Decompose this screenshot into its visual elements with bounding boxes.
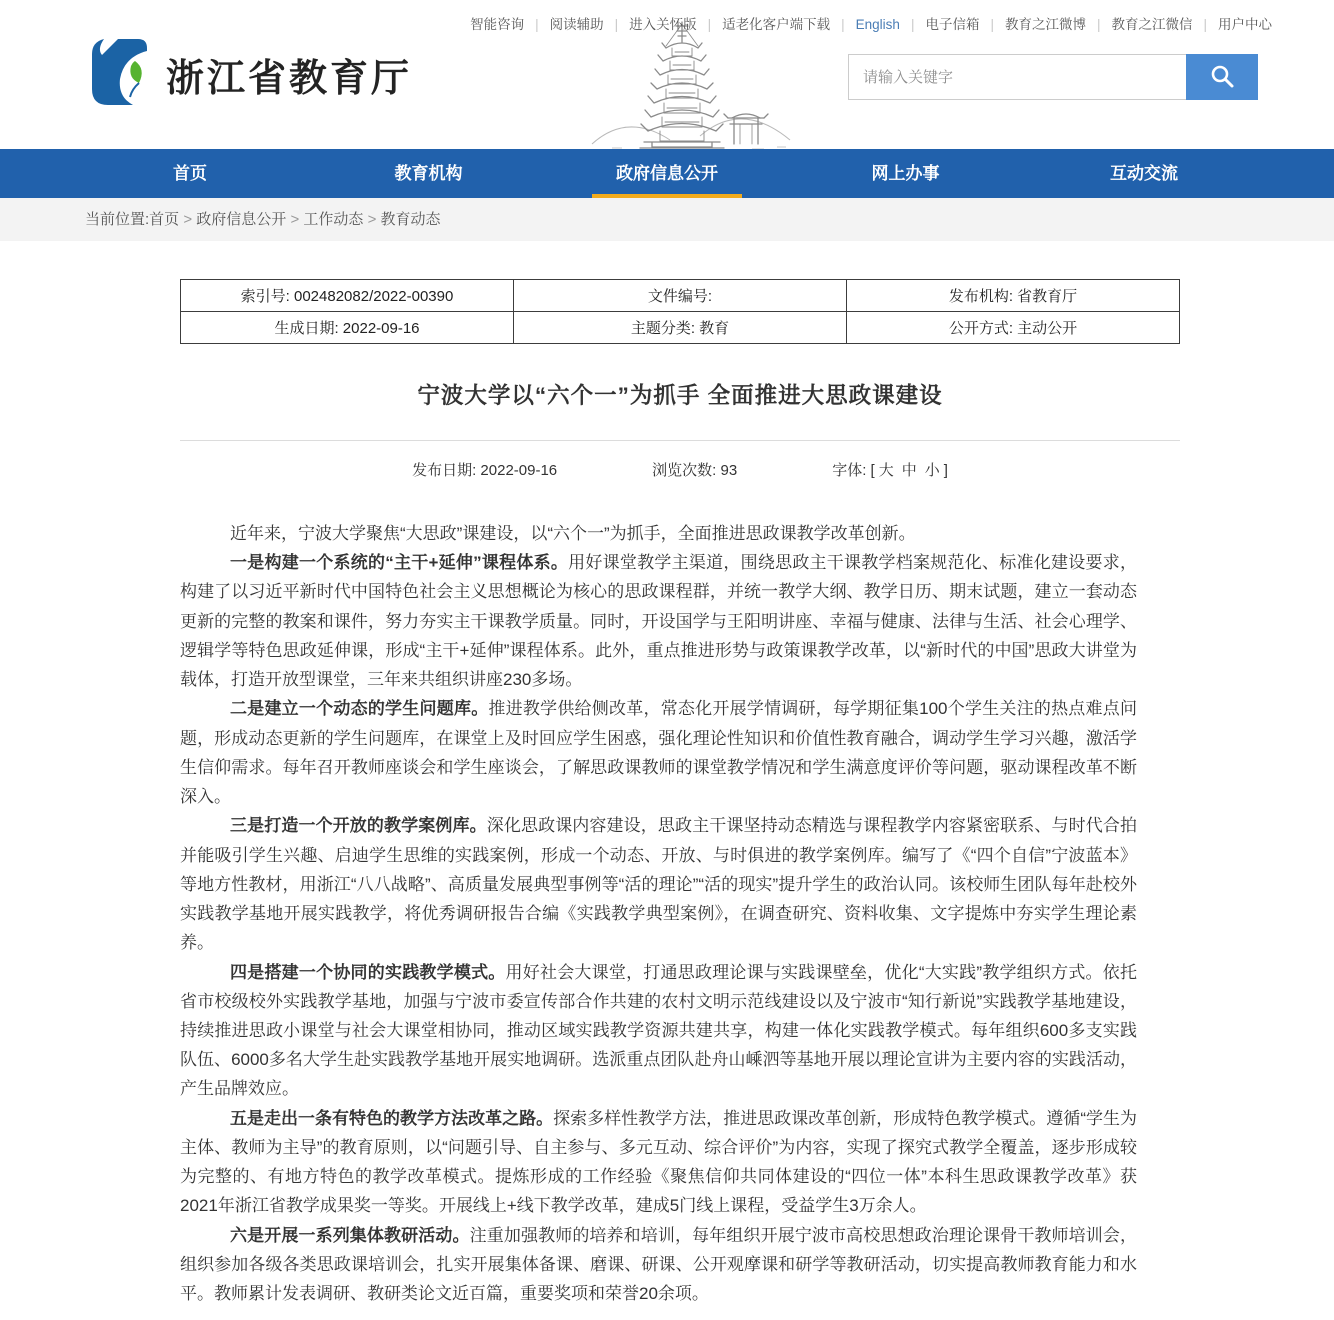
table-row (181, 280, 1180, 312)
paragraph-lead: 五是走出一条有特色的教学方法改革之路。 (230, 1108, 554, 1128)
nav-item-home[interactable]: 首页 (173, 164, 207, 183)
doc-index-no: 索引号: 002482082/2022-00390 (181, 280, 514, 312)
article-page (180, 279, 1180, 1320)
toplink-weibo[interactable]: 教育之江微博 | (1005, 17, 1112, 32)
site-header (0, 0, 1334, 241)
font-size-medium[interactable]: 中 (901, 461, 917, 479)
doc-date: 生成日期: 2022-09-16 (181, 312, 514, 344)
paragraph-lead: 三是打造一个开放的教学案例库。 (230, 816, 487, 836)
utility-bar (0, 0, 1334, 37)
toplink-wechat[interactable]: 教育之江微信 | (1111, 17, 1218, 32)
doc-open-mode: 公开方式: 主动公开 (847, 312, 1180, 344)
paragraph-text: 深化思政课内容建设，思政主干课坚持动态精选与课程教学内容紧密联系、与时代合拍并能吸引学生兴趣、启迪学生思维的实践案例，形成一个动态、开放、与时俱进的教学案例库。编写了《“四个自信”宁波蓝本》等地方性教材，用浙江“八八战略”、高质量发展典型事例等“活的理论”“活的现实”提升学生的政治认同。该校师生团队每年赴校外实践教学基地开展实践教学，将优秀调研报告合编《实践教学典型案例》，在调查研究、资料收集、文字提炼中夯实学生理论素养。 (180, 816, 1138, 953)
search-button[interactable] (1186, 54, 1258, 100)
paragraph-lead: 二是建立一个动态的学生问题库。 (230, 699, 489, 719)
crumb-home[interactable]: 首页 (149, 211, 180, 228)
main-nav (0, 149, 1334, 198)
article-meta (180, 453, 1180, 485)
table-row (181, 312, 1180, 344)
view-count: 浏览次数: 93 (652, 461, 738, 479)
doc-file-no: 文件编号: (514, 280, 847, 312)
paragraph (180, 519, 1137, 548)
crumb-gov-info[interactable]: > 政府信息公开 (179, 211, 286, 228)
breadcrumb (0, 198, 1334, 241)
nav-item-institutions[interactable]: 教育机构 (394, 164, 463, 183)
toplink-care-version[interactable]: 进入关怀版 | (629, 17, 722, 32)
search-input[interactable] (848, 54, 1186, 100)
toplink-user-center[interactable]: 用户中心 (1218, 17, 1272, 32)
search-box (848, 54, 1258, 100)
crumb-edu-trends[interactable]: > 教育动态 (363, 211, 440, 228)
paragraph (180, 958, 1137, 1104)
breadcrumb-prefix: 当前位置: (85, 211, 150, 228)
font-size-control (832, 459, 948, 480)
article-body (180, 519, 1137, 1308)
toplink-smart-consult[interactable]: 智能咨询 | (470, 17, 550, 32)
toplink-email[interactable]: 电子信箱 | (925, 17, 1005, 32)
logo-book-leaf-icon (88, 37, 152, 112)
paragraph (180, 1221, 1137, 1309)
title-divider (180, 440, 1180, 441)
doc-info-table (180, 279, 1180, 344)
nav-item-online-services[interactable]: 网上办事 (871, 164, 940, 183)
toplink-elderly-client[interactable]: 适老化客户端下载 | (722, 17, 856, 32)
font-size-small[interactable]: 小 (924, 461, 940, 479)
paragraph-lead: 四是搭建一个协同的实践教学模式。 (230, 962, 506, 982)
paragraph-text: 推进教学供给侧改革，常态化开展学情调研，每学期征集100个学生关注的热点难点问题，形成动态更新的学生问题库，在课堂上及时回应学生困惑，强化理论性知识和价值性教育融合，调动学生学习兴趣，激活学生信仰需求。每年召开教师座谈会和学生座谈会，了解思政课教师的课堂教学情况和学生满意度评价等问题，驱动课程改革不断深入。 (180, 699, 1137, 807)
font-size-label: 字体: (832, 461, 867, 479)
paragraph (180, 548, 1137, 694)
paragraph (180, 694, 1137, 811)
paragraph (180, 1104, 1137, 1221)
paragraph-text: 探索多样性教学方法，推进思政课改革创新，形成特色教学模式。遵循“学生为主体、教师为主导”的教育原则，以“问题引导、自主参与、多元互动、综合评价”为内容，实现了探究式教学全覆盖，逐步形成较为完整的、有地方特色的教学改革模式。提炼形成的工作经验《聚焦信仰共同体建设的“四位一体”本科生思政课教学改革》获2021年浙江省教学成果奖一等奖。开展线上+线下教学改革，建成5门线上课程，受益学生3万余人。 (180, 1108, 1137, 1216)
page-title: 宁波大学以“六个一”为抓手 全面推进大思政课建设 (417, 383, 943, 408)
font-size-large[interactable]: 大 (878, 461, 894, 479)
paragraph-text: 用好课堂教学主渠道，围绕思政主干课教学档案规范化、标准化建设要求，构建了以习近平新时代中国特色社会主义思想概论为核心的思政课程群，并统一教学大纲、教学日历、期末试题，建立一套动态更新的完整的教案和课件，努力夯实主干课教学质量。同时，开设国学与王阳明讲座、幸福与健康、法律与生活、社会心理学、逻辑学等特色思政延伸课，形成“主干+延伸”课程体系。此外，重点推进形势与政策课教学改革，以“新时代的中国”思政大讲堂为载体，打造开放型课堂，三年来共组织讲座230多场。 (180, 553, 1137, 690)
search-icon (1209, 63, 1235, 92)
pagoda-sketch (582, 16, 797, 161)
doc-category: 主题分类: 教育 (514, 312, 847, 344)
paragraph (180, 811, 1137, 957)
crumb-work-trends[interactable]: > 工作动态 (286, 211, 363, 228)
paragraph-lead: 六是开展一系列集体教研活动。 (230, 1225, 470, 1245)
toplink-reading-aid[interactable]: 阅读辅助 | (550, 17, 630, 32)
publish-date: 发布日期: 2022-09-16 (412, 461, 558, 479)
paragraph-lead: 一是构建一个系统的“主干+延伸”课程体系。 (230, 553, 569, 573)
doc-issuer: 发布机构: 省教育厅 (847, 280, 1180, 312)
nav-item-interaction[interactable]: 互动交流 (1110, 164, 1178, 183)
nav-item-gov-info[interactable]: 政府信息公开 (582, 149, 752, 198)
site-name: 浙江省教育厅 (166, 58, 413, 100)
toplink-english[interactable]: English | (856, 17, 926, 32)
paragraph-text: 注重加强教师的培养和培训，每年组织开展宁波市高校思想政治理论课骨干教师培训会，组织参加各级各类思政课培训会，扎实开展集体备课、磨课、研课、公开观摩课和研学等教研活动，切实提高教师教育能力和水平。教师累计发表调研、教研类论文近百篇，重要奖项和荣誉20余项。 (180, 1225, 1138, 1304)
paragraph-text: 用好社会大课堂，打通思政理论课与实践课壁垒，优化“大实践”教学组织方式。依托省市校级校外实践教学基地，加强与宁波市委宣传部合作共建的农村文明示范线建设以及宁波市“知行新说”实践教学基地建设，持续推进思政小课堂与社会大课堂相协同，推动区域实践教学资源共建共享，构建一体化实践教学模式。每年组织600多支实践队伍、6000多名大学生赴实践教学基地开展实地调研。选派重点团队赴舟山嵊泗等基地开展以理论宣讲为主要内容的实践活动，产生品牌效应。 (180, 962, 1138, 1099)
site-logo[interactable] (88, 37, 412, 112)
paragraph-text: 近年来，宁波大学聚焦“大思政”课建设，以“六个一”为抓手，全面推进思政课教学改革创新。 (230, 524, 916, 543)
